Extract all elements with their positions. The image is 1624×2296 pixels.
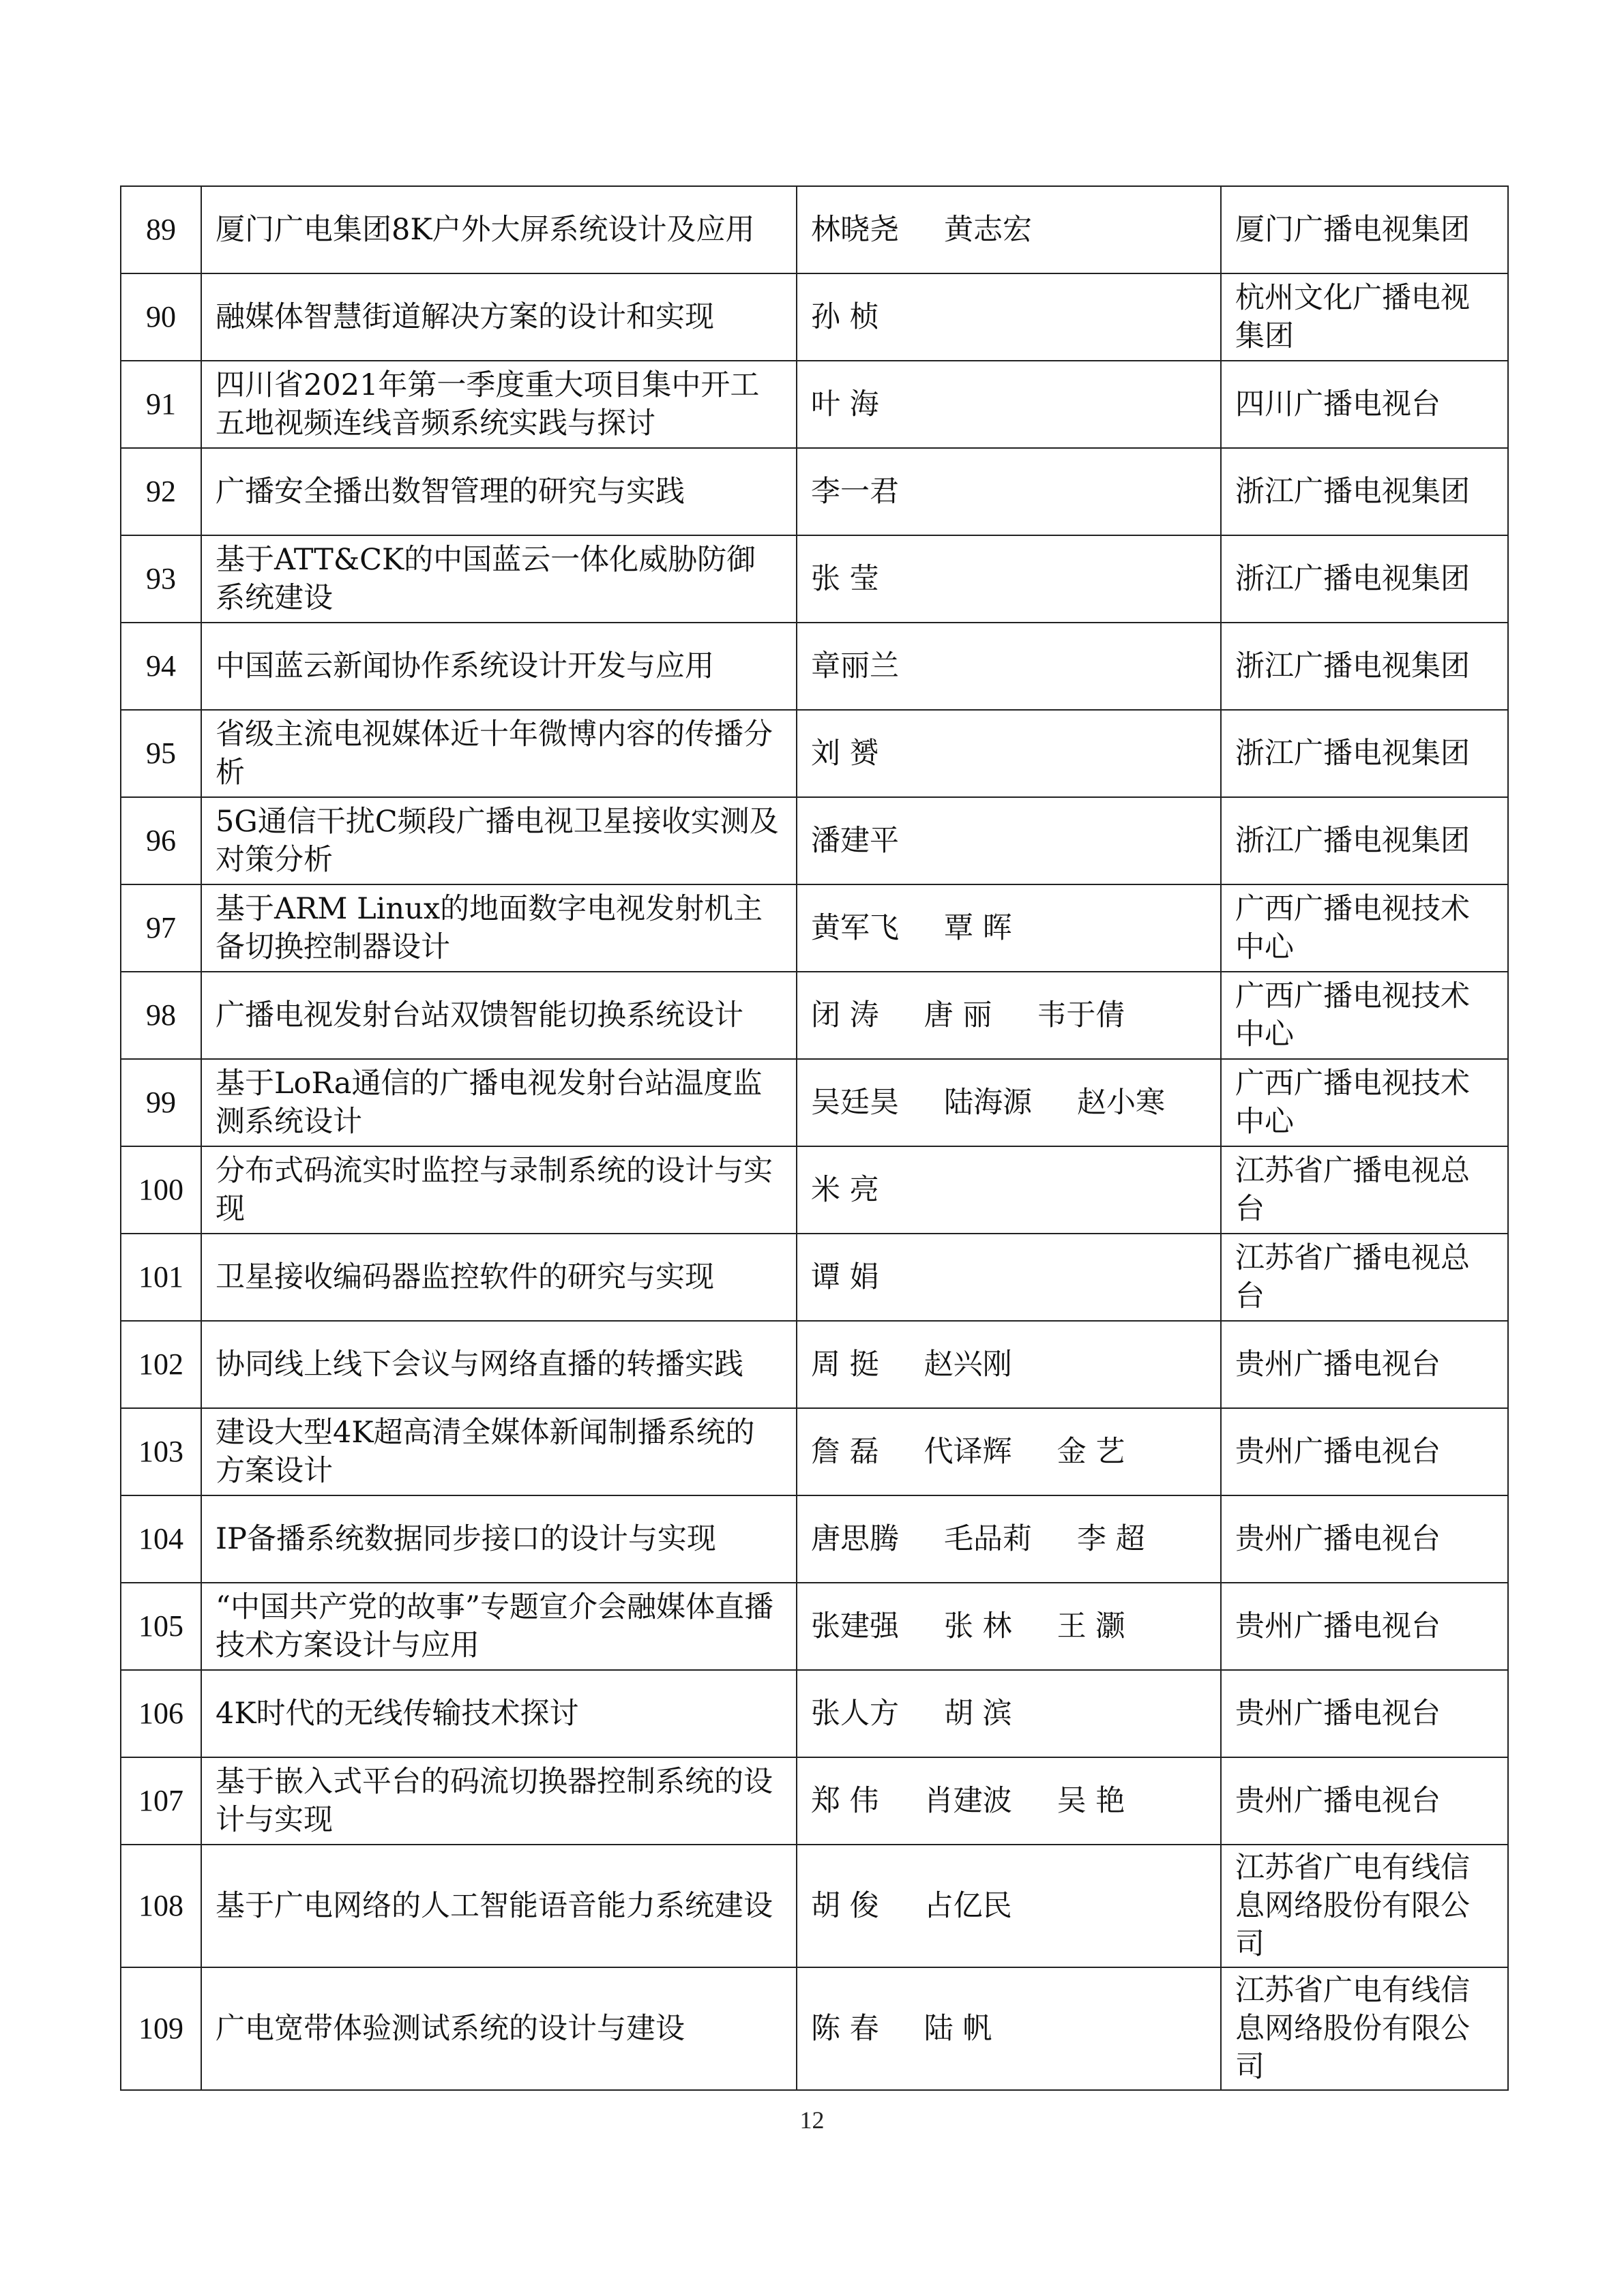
row-number: 92 (121, 448, 201, 535)
table-row (121, 1234, 1508, 1321)
organization: 浙江广播电视集团 (1221, 535, 1508, 623)
authors-cell (797, 972, 1221, 1059)
authors-cell (797, 1234, 1221, 1321)
author-name: 周 挺 (811, 1347, 879, 1382)
paper-title: 基于LoRa通信的广播电视发射台站温度监测系统设计 (201, 1059, 797, 1146)
author-name: 刘 赟 (811, 736, 879, 771)
table-row (121, 448, 1508, 535)
organization: 江苏省广电有线信息网络股份有限公司 (1221, 1845, 1508, 1967)
author-name: 李 超 (1077, 1522, 1145, 1556)
author-name: 陈 春 (811, 2012, 879, 2046)
authors-cell (797, 1146, 1221, 1234)
organization: 浙江广播电视集团 (1221, 448, 1508, 535)
author-name: 赵小寒 (1077, 1086, 1165, 1120)
paper-title: 基于广电网络的人工智能语音能力系统建设 (201, 1845, 797, 1967)
author-name: 张人方 (811, 1697, 899, 1731)
author-name: 谭 娟 (811, 1260, 879, 1294)
paper-title: 融媒体智慧街道解决方案的设计和实现 (201, 273, 797, 361)
author-name: 黄军飞 (811, 911, 899, 945)
author-name: 詹 磊 (811, 1435, 879, 1469)
row-number: 109 (121, 1967, 201, 2090)
row-number: 107 (121, 1757, 201, 1845)
authors-cell (797, 1670, 1221, 1757)
row-number: 91 (121, 361, 201, 448)
author-name: 唐思腾 (811, 1522, 899, 1556)
author-name: 孙 桢 (811, 300, 879, 334)
author-name: 金 艺 (1057, 1435, 1125, 1469)
row-number: 94 (121, 623, 201, 710)
author-name: 张 莹 (811, 562, 879, 596)
author-name: 闭 涛 (811, 998, 879, 1032)
author-name: 王 灏 (1057, 1609, 1125, 1643)
paper-title: 卫星接收编码器监控软件的研究与实现 (201, 1234, 797, 1321)
row-number: 96 (121, 797, 201, 884)
authors-cell (797, 448, 1221, 535)
authors-cell (797, 1583, 1221, 1670)
author-name: 郑 伟 (811, 1784, 879, 1818)
author-name: 林晓尧 (811, 213, 899, 247)
row-number: 95 (121, 710, 201, 797)
organization: 江苏省广播电视总台 (1221, 1146, 1508, 1234)
author-name: 陆海源 (944, 1086, 1032, 1120)
authors-cell (797, 1757, 1221, 1845)
organization: 贵州广播电视台 (1221, 1495, 1508, 1583)
table-row (121, 186, 1508, 273)
paper-title: 协同线上线下会议与网络直播的转播实践 (201, 1321, 797, 1408)
author-name: 张 林 (944, 1609, 1012, 1643)
organization: 杭州文化广播电视集团 (1221, 273, 1508, 361)
row-number: 108 (121, 1845, 201, 1967)
authors-cell (797, 361, 1221, 448)
author-name: 赵兴刚 (924, 1347, 1012, 1382)
row-number: 99 (121, 1059, 201, 1146)
table-row (121, 797, 1508, 884)
paper-title: 广播电视发射台站双馈智能切换系统设计 (201, 972, 797, 1059)
table-row (121, 535, 1508, 623)
authors-cell (797, 186, 1221, 273)
paper-title: 基于ATT&CK的中国蓝云一体化威胁防御系统建设 (201, 535, 797, 623)
authors-cell (797, 1967, 1221, 2090)
table-body (121, 186, 1508, 2090)
authors-cell (797, 1321, 1221, 1408)
author-name: 韦于倩 (1037, 998, 1125, 1032)
organization: 厦门广播电视集团 (1221, 186, 1508, 273)
author-name: 章丽兰 (811, 649, 899, 683)
paper-title: 厦门广电集团8K户外大屏系统设计及应用 (201, 186, 797, 273)
authors-cell (797, 1845, 1221, 1967)
row-number: 97 (121, 884, 201, 972)
authors-cell (797, 535, 1221, 623)
paper-title: IP备播系统数据同步接口的设计与实现 (201, 1495, 797, 1583)
organization: 江苏省广播电视总台 (1221, 1234, 1508, 1321)
table-row (121, 623, 1508, 710)
row-number: 100 (121, 1146, 201, 1234)
table-row (121, 1757, 1508, 1845)
row-number: 103 (121, 1408, 201, 1495)
row-number: 105 (121, 1583, 201, 1670)
paper-title: 4K时代的无线传输技术探讨 (201, 1670, 797, 1757)
row-number: 93 (121, 535, 201, 623)
paper-title: 省级主流电视媒体近十年微博内容的传播分析 (201, 710, 797, 797)
paper-title: 5G通信干扰C频段广播电视卫星接收实测及对策分析 (201, 797, 797, 884)
authors-cell (797, 273, 1221, 361)
author-name: 代译辉 (924, 1435, 1012, 1469)
row-number: 98 (121, 972, 201, 1059)
authors-cell (797, 710, 1221, 797)
table-row (121, 1408, 1508, 1495)
paper-title: 四川省2021年第一季度重大项目集中开工五地视频连线音频系统实践与探讨 (201, 361, 797, 448)
authors-cell (797, 1495, 1221, 1583)
table-row (121, 361, 1508, 448)
author-name: 叶 海 (811, 387, 879, 421)
author-name: 肖建波 (924, 1784, 1012, 1818)
row-number: 89 (121, 186, 201, 273)
table-row (121, 1583, 1508, 1670)
organization: 贵州广播电视台 (1221, 1408, 1508, 1495)
table-row (121, 972, 1508, 1059)
author-name: 吴廷昊 (811, 1086, 899, 1120)
author-name: 覃 晖 (944, 911, 1012, 945)
award-list-table (120, 185, 1509, 2091)
organization: 贵州广播电视台 (1221, 1583, 1508, 1670)
author-name: 唐 丽 (924, 998, 992, 1032)
organization: 四川广播电视台 (1221, 361, 1508, 448)
organization: 江苏省广电有线信息网络股份有限公司 (1221, 1967, 1508, 2090)
table-row (121, 1059, 1508, 1146)
organization: 广西广播电视技术中心 (1221, 1059, 1508, 1146)
table-row (121, 273, 1508, 361)
page-number: 12 (799, 2106, 825, 2134)
row-number: 101 (121, 1234, 201, 1321)
organization: 贵州广播电视台 (1221, 1321, 1508, 1408)
organization: 贵州广播电视台 (1221, 1757, 1508, 1845)
author-name: 胡 俊 (811, 1889, 879, 1923)
paper-title: 基于嵌入式平台的码流切换器控制系统的设计与实现 (201, 1757, 797, 1845)
authors-cell (797, 797, 1221, 884)
row-number: 90 (121, 273, 201, 361)
authors-cell (797, 884, 1221, 972)
author-name: 张建强 (811, 1609, 899, 1643)
row-number: 104 (121, 1495, 201, 1583)
table-row (121, 884, 1508, 972)
author-name: 李一君 (811, 475, 899, 509)
authors-cell (797, 623, 1221, 710)
author-name: 胡 滨 (944, 1697, 1012, 1731)
authors-cell (797, 1408, 1221, 1495)
organization: 浙江广播电视集团 (1221, 710, 1508, 797)
author-name: 陆 帆 (924, 2012, 992, 2046)
table-row (121, 1321, 1508, 1408)
author-name: 潘建平 (811, 824, 899, 858)
paper-title: “中国共产党的故事”专题宣介会融媒体直播技术方案设计与应用 (201, 1583, 797, 1670)
table-row (121, 1967, 1508, 2090)
organization: 广西广播电视技术中心 (1221, 972, 1508, 1059)
organization: 浙江广播电视集团 (1221, 623, 1508, 710)
table-row (121, 710, 1508, 797)
paper-title: 分布式码流实时监控与录制系统的设计与实现 (201, 1146, 797, 1234)
paper-title: 广播安全播出数智管理的研究与实践 (201, 448, 797, 535)
paper-title: 建设大型4K超高清全媒体新闻制播系统的方案设计 (201, 1408, 797, 1495)
author-name: 毛品莉 (944, 1522, 1032, 1556)
author-name: 占亿民 (924, 1889, 1012, 1923)
organization: 贵州广播电视台 (1221, 1670, 1508, 1757)
organization: 广西广播电视技术中心 (1221, 884, 1508, 972)
table-row (121, 1146, 1508, 1234)
row-number: 102 (121, 1321, 201, 1408)
author-name: 米 亮 (811, 1173, 879, 1207)
row-number: 106 (121, 1670, 201, 1757)
table-row (121, 1495, 1508, 1583)
paper-title: 广电宽带体验测试系统的设计与建设 (201, 1967, 797, 2090)
table-row (121, 1845, 1508, 1967)
authors-cell (797, 1059, 1221, 1146)
paper-title: 基于ARM Linux的地面数字电视发射机主备切换控制器设计 (201, 884, 797, 972)
author-name: 黄志宏 (944, 213, 1032, 247)
paper-title: 中国蓝云新闻协作系统设计开发与应用 (201, 623, 797, 710)
author-name: 吴 艳 (1057, 1784, 1125, 1818)
table-row (121, 1670, 1508, 1757)
organization: 浙江广播电视集团 (1221, 797, 1508, 884)
